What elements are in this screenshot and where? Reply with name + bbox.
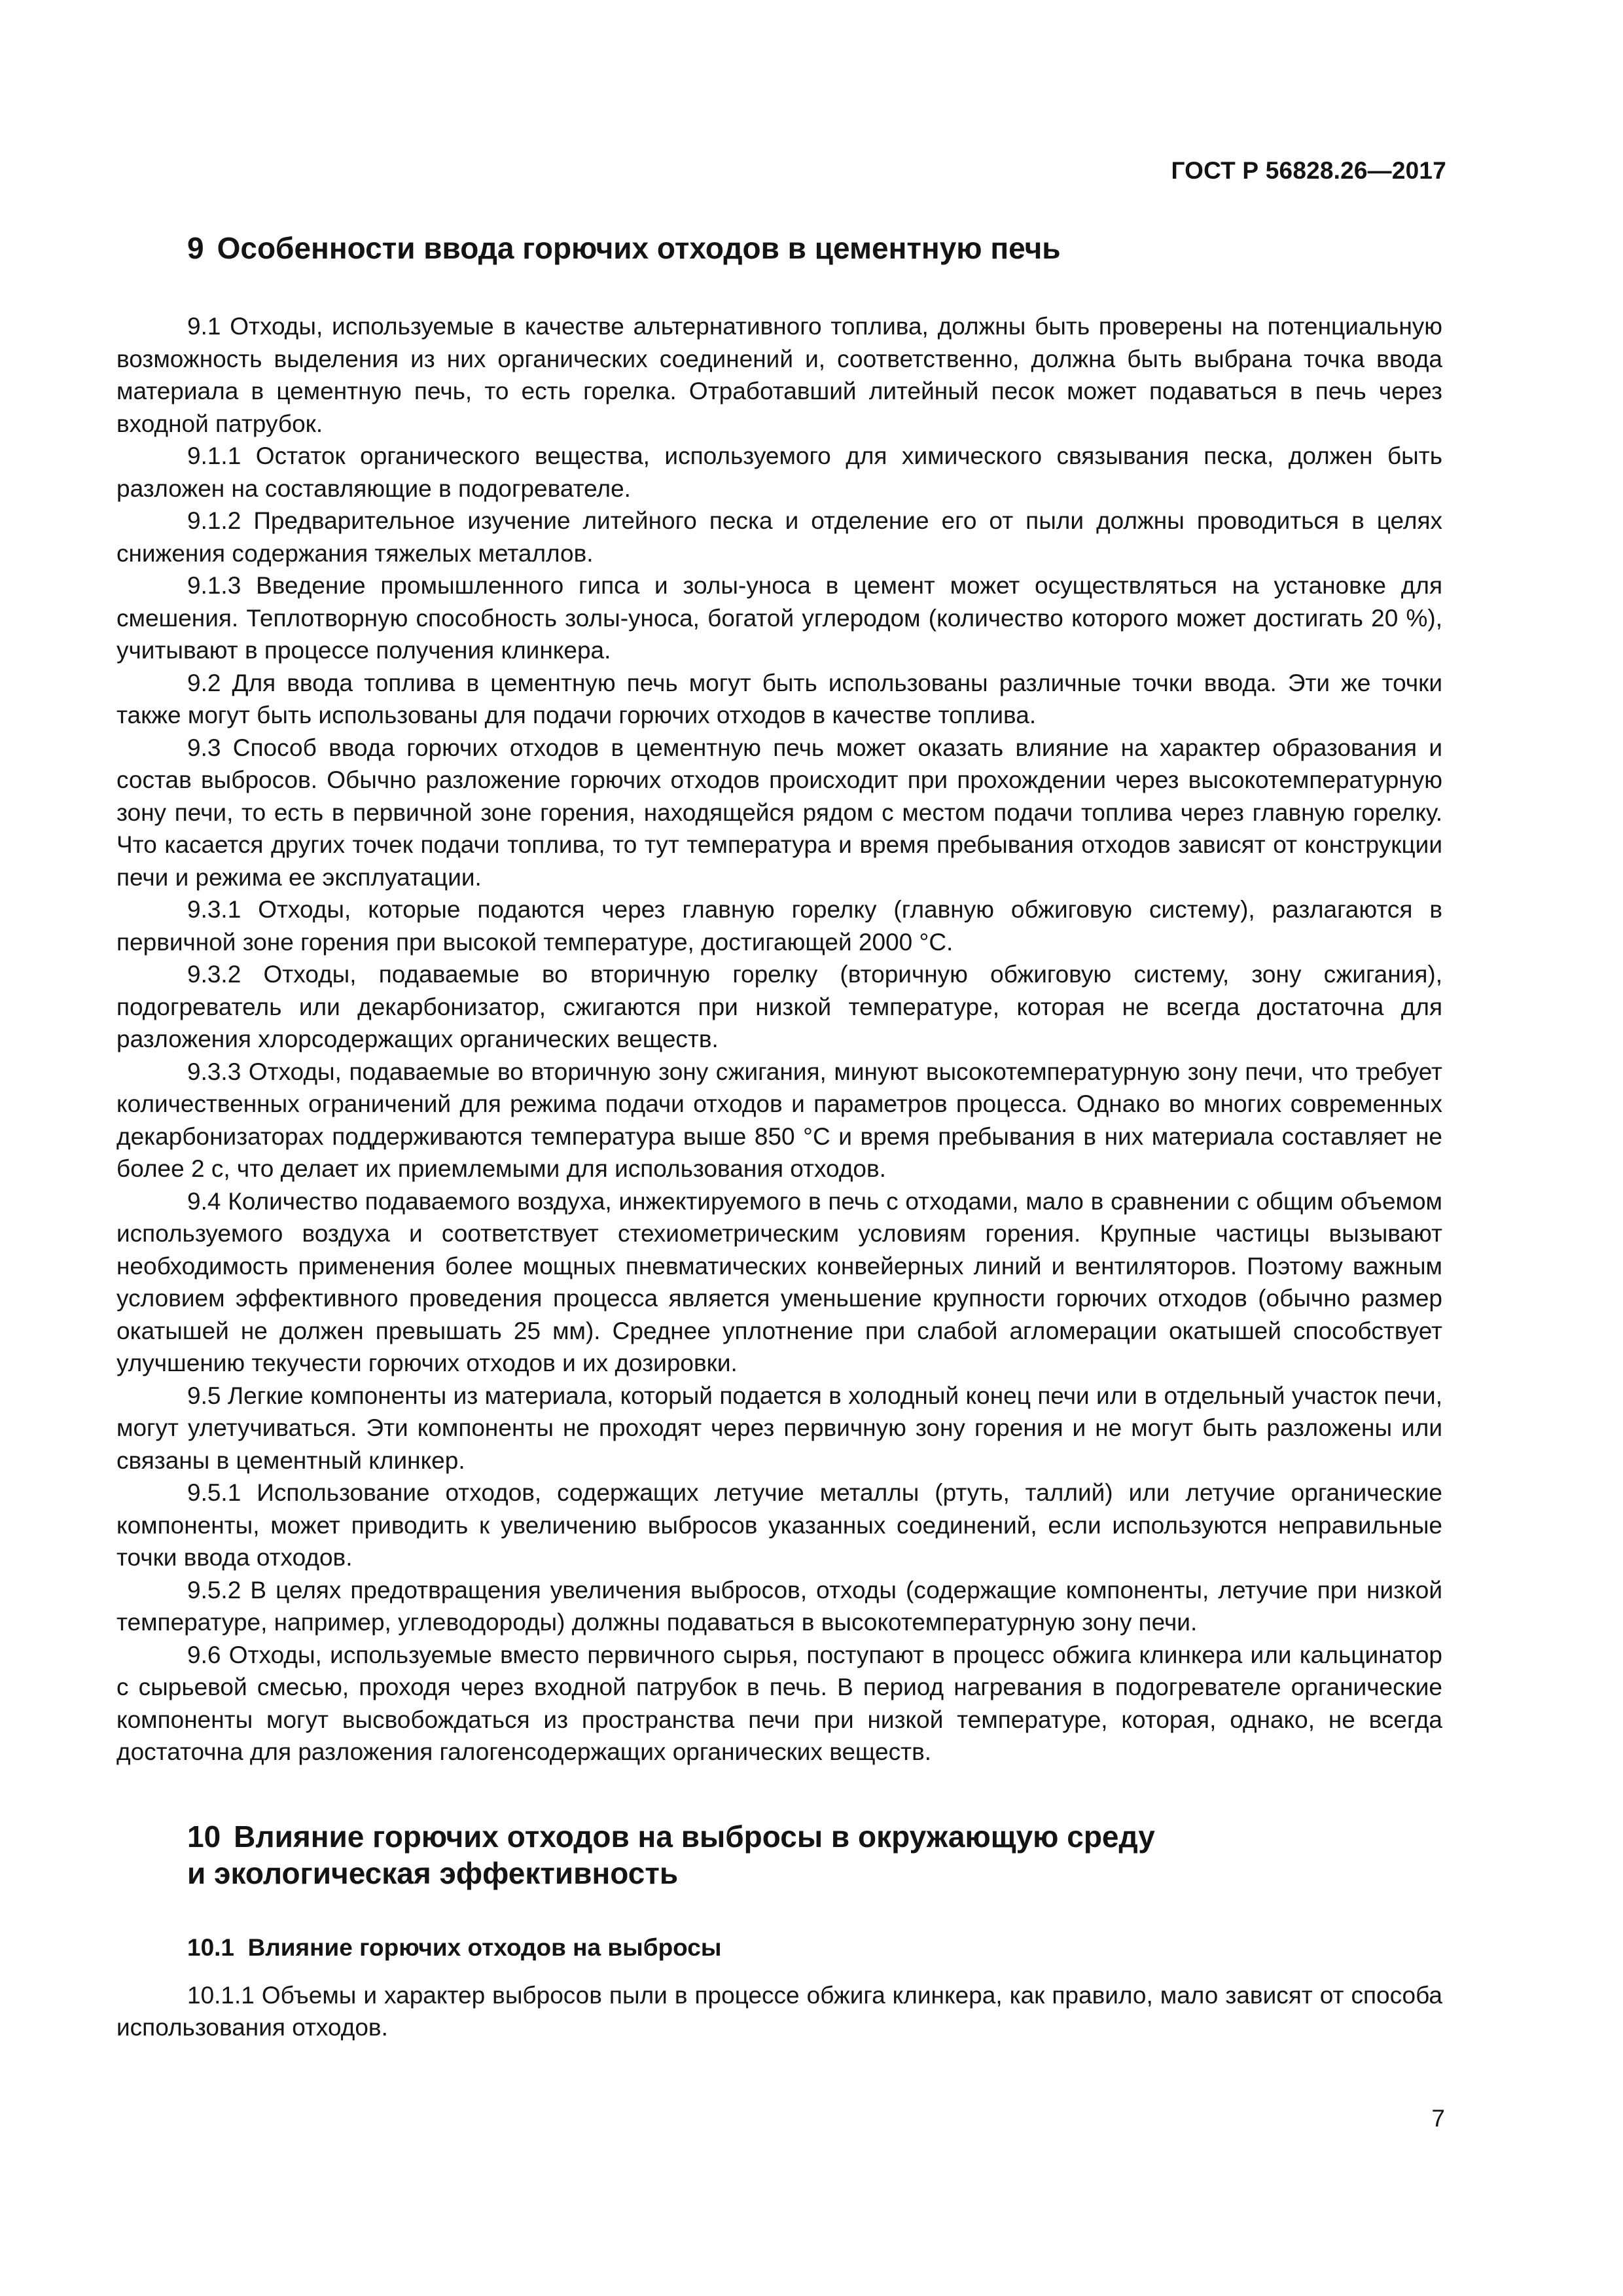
paragraph-9-1-3: 9.1.3 Введение промышленного гипса и золы-уноса в цемент может осуществляться на установке для смешения. Теплотворную способность золы-уноса, богатой углеродом (количество которого может достигать 20 %), учитывают в процессе получения клинкера. xyxy=(116,572,1442,664)
paragraph-9-5-2: 9.5.2 В целях предотвращения увеличения выбросов, отходы (содержащие компоненты, летучие при низкой температуре, например, углеводороды) должны подаваться в высокотемпературную зону печи. xyxy=(116,1576,1442,1636)
paragraph-9-1-2: 9.1.2 Предварительное изучение литейного песка и отделение его от пыли должны проводиться в целях снижения содержания тяжелых металлов. xyxy=(116,507,1442,567)
paragraph-9-1: 9.1 Отходы, используемые в качестве альтернативного топлива, должны быть проверены на потенциальную возможность выделения из них органических соединений и, соответственно, должна быть выбрана точка ввода материала в цементную печь, то есть горелка. Отработавший литейный песок может подаваться в печь через входной патрубок. xyxy=(116,313,1442,437)
paragraph-10-1-1: 10.1.1 Объемы и характер выбросов пыли в процессе обжига клинкера, как правило, мало зависят от способа использования отходов. xyxy=(116,1981,1442,2041)
paragraph-9-6: 9.6 Отходы, используемые вместо первичного сырья, поступают в процесс обжига клинкера или кальцинатор с сырьевой смесью, проходя через входной патрубок в печь. В период нагревания в подогревателе органические компоненты могут высвобождаться из пространства печи при низкой температуре, которая, однако, не всегда достаточна для разложения галогенсодержащих органических веществ. xyxy=(116,1641,1442,1765)
section-9-title: Особенности ввода горючих отходов в цементную печь xyxy=(217,231,1061,265)
document-code: ГОСТ Р 56828.26—2017 xyxy=(1171,157,1446,184)
paragraph-9-5-1: 9.5.1 Использование отходов, содержащих летучие металлы (ртуть, таллий) или летучие органические компоненты, может приводить к увеличению выбросов указанных соединений, если используются неправильные точки ввода отходов. xyxy=(116,1479,1442,1571)
section-10-number: 10 xyxy=(187,1819,221,1854)
paragraph-9-3: 9.3 Способ ввода горючих отходов в цементную печь может оказать влияние на характер образования и состав выбросов. Обычно разложение горючих отходов происходит при прохождении через высокотемпературную зону печи, то есть в первичной зоне горения, находящейся рядом с местом подачи топлива через главную горелку. Что касается других точек подачи топлива, то тут температура и время пребывания отходов зависят от конструкции печи и режима ее эксплуатации. xyxy=(116,734,1442,891)
section-9-number: 9 xyxy=(187,231,204,265)
page-number: 7 xyxy=(1431,2105,1445,2132)
section-9-heading xyxy=(187,229,1442,267)
paragraph-9-3-1: 9.3.1 Отходы, которые подаются через главную горелку (главную обжиговую систему), разлагаются в первичной зоне горения при высокой температуре, достигающей 2000 °С. xyxy=(116,896,1442,956)
paragraph-9-4: 9.4 Количество подаваемого воздуха, инжектируемого в печь с отходами, мало в сравнении с общим объемом используемого воздуха и соответствует стехиометрическим условиям горения. Крупные частицы вызывают необходимость применения более мощных пневматических конвейерных линий и вентиляторов. Поэтому важным условием эффективного проведения процесса является уменьшение крупности горючих отходов (обычно размер окатышей не должен превышать 25 мм). Среднее уплотнение при слабой агломерации окатышей способствует улучшению текучести горючих отходов и их дозировки. xyxy=(116,1187,1442,1376)
paragraph-9-3-2: 9.3.2 Отходы, подаваемые во вторичную горелку (вторичную обжиговую систему, зону сжигания), подогреватель или декарбонизатор, сжигаются при низкой температуре, которая не всегда достаточна для разложения хлорсодержащих органических веществ. xyxy=(116,961,1442,1052)
page-content xyxy=(116,229,1442,2044)
subsection-10-1-number: 10.1 xyxy=(187,1933,235,1961)
paragraph-9-3-3: 9.3.3 Отходы, подаваемые во вторичную зону сжигания, минуют высокотемпературную зону печи, что требует количественных ограничений для режима подачи отходов и параметров процесса. Однако во многих современных декарбонизаторах поддерживаются температура выше 850 °С и время пребывания в них материала составляет не более 2 с, что делает их приемлемыми для использования отходов. xyxy=(116,1058,1442,1182)
section-10-heading xyxy=(187,1818,1442,1892)
paragraph-9-1-1: 9.1.1 Остаток органического вещества, используемого для химического связывания песка, должен быть разложен на составляющие в подогревателе. xyxy=(116,442,1442,502)
paragraph-9-5: 9.5 Легкие компоненты из материала, который подается в холодный конец печи или в отдельный участок печи, могут улетучиваться. Эти компоненты не проходят через первичную зону горения и не могут быть разложены или связаны в цементный клинкер. xyxy=(116,1382,1442,1474)
section-10-title-line-1: Влияние горючих отходов на выбросы в окружающую среду xyxy=(234,1819,1155,1854)
subsection-10-1-title: Влияние горючих отходов на выбросы xyxy=(247,1933,722,1961)
paragraph-9-2: 9.2 Для ввода топлива в цементную печь могут быть использованы различные точки ввода. Эти же точки также могут быть использованы для подачи горючих отходов в качестве топлива. xyxy=(116,669,1442,728)
section-10-title-line-2: и экологическая эффективность xyxy=(187,1856,679,1890)
section-10-heading-line-1 xyxy=(187,1818,1442,1855)
subsection-10-1-heading xyxy=(187,1932,1442,1964)
